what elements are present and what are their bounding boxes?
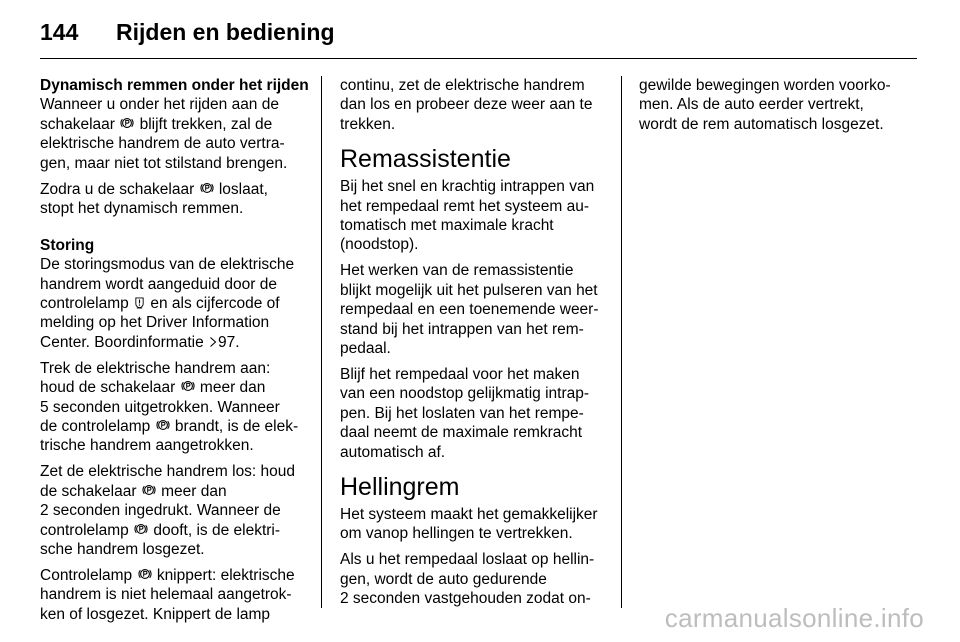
text-line: sche handrem losgezet. — [40, 540, 205, 558]
text-line: 2 seconden ingedrukt. Wanneer de — [40, 502, 281, 520]
paragraph — [340, 550, 608, 608]
watermark: carmanualsonline.info — [664, 603, 924, 633]
parking-brake-icon — [120, 116, 134, 130]
page-number: 144 — [40, 19, 79, 45]
text-line: Zodra u de schakelaar loslaat, — [40, 180, 268, 198]
page-ref-arrow-icon[interactable] — [209, 336, 217, 348]
text-line: automatisch af. — [340, 443, 446, 461]
column-divider — [621, 76, 622, 608]
text-line: gen, maar niet tot stilstand brengen. — [40, 154, 288, 172]
column-3 — [639, 76, 907, 141]
text-line: Wanneer u onder het rijden aan de — [40, 96, 279, 114]
text-line: 5 seconden uitgetrokken. Wanneer — [40, 398, 280, 416]
text-line: Center. Boordinformatie 97. — [40, 333, 240, 351]
text-line: gen, wordt de auto gedurende — [340, 570, 547, 588]
parking-brake-icon — [142, 483, 156, 497]
text-line: Bij het snel en krachtig intrappen van — [340, 178, 595, 196]
text-line: houd de schakelaar meer dan — [40, 379, 266, 397]
text-line: rempedaal en een toenemende weer- — [340, 301, 599, 319]
text-line: controlelamp dooft, is de elektri- — [40, 521, 281, 539]
parking-brake-icon — [138, 567, 152, 581]
text-line: elektrische handrem de auto vertra- — [40, 135, 285, 153]
text-line: handrem wordt aangeduid door de — [40, 275, 277, 293]
text-line: melding op het Driver Information — [40, 314, 270, 332]
page-header — [40, 14, 335, 50]
text-line: Het systeem maakt het gemakkelijker — [340, 505, 598, 523]
subheading-dynamic-braking: Dynamisch remmen onder het rijden — [40, 77, 309, 94]
parking-brake-icon — [181, 379, 195, 393]
text-line: dan los en probeer deze weer aan te — [340, 96, 593, 114]
text-line: Controlelamp knippert: elektrische — [40, 566, 295, 584]
column-2 — [340, 76, 608, 615]
text-line: pedaal. — [340, 339, 391, 357]
paragraph — [340, 76, 608, 134]
text-line: blijkt mogelijk uit het pulseren van het — [340, 281, 598, 299]
text-line: van een noodstop gelijkmatig intrap- — [340, 385, 590, 403]
text-line: stopt het dynamisch remmen. — [40, 199, 244, 217]
text-line: (noodstop). — [340, 236, 419, 254]
text-line: tomatisch met maximale kracht — [340, 217, 554, 235]
text-line: De storingsmodus van de elektrische — [40, 256, 295, 274]
section-title: Rijden en bediening — [116, 19, 335, 45]
paragraph — [340, 505, 608, 544]
text-line: men. Als de auto eerder vertrekt, — [639, 96, 864, 114]
parking-brake-icon — [200, 181, 214, 195]
paragraph — [40, 180, 308, 219]
text-line: trische handrem aangetrokken. — [40, 437, 254, 455]
header-rule — [40, 58, 917, 59]
text-line: trekken. — [340, 115, 396, 133]
column-divider — [321, 76, 322, 608]
text-line: controlelamp en als cijfercode of — [40, 295, 280, 313]
paragraph — [40, 255, 308, 352]
paragraph — [639, 76, 907, 134]
text-line: de schakelaar meer dan — [40, 482, 227, 500]
column-1 — [40, 76, 308, 631]
heading-hellingrem: Hellingrem — [340, 472, 460, 501]
text-line: wordt de rem automatisch losgezet. — [639, 115, 884, 133]
text-line: handrem is niet helemaal aangetrok- — [40, 586, 292, 604]
text-line: ken of losgezet. Knippert de lamp — [40, 605, 271, 623]
paragraph — [340, 365, 608, 462]
text-line: Zet de elektrische handrem los: houd — [40, 463, 296, 481]
subheading-storing: Storing — [40, 236, 95, 254]
text-line: het rempedaal remt het systeem au- — [340, 197, 589, 215]
paragraph — [40, 462, 308, 559]
paragraph — [340, 261, 608, 358]
text-line: Trek de elektrische handrem aan: — [40, 359, 271, 377]
parking-brake-icon — [134, 522, 148, 536]
warning-lamp-icon — [134, 296, 145, 309]
text-line: schakelaar blijft trekken, zal de — [40, 115, 273, 133]
text-line: gewilde bewegingen worden voorko- — [639, 77, 891, 94]
text-line: stand bij het intrappen van het rem- — [340, 320, 584, 338]
text-line: de controlelamp brandt, is de elek- — [40, 418, 299, 435]
text-line: continu, zet de elektrische handrem — [340, 77, 585, 94]
paragraph — [40, 359, 308, 456]
text-line: om vanop hellingen te vertrekken. — [340, 525, 573, 543]
heading-remassistentie: Remassistentie — [340, 145, 511, 174]
text-line: Als u het rempedaal loslaat op hellin- — [340, 551, 595, 569]
paragraph — [340, 177, 608, 255]
paragraph — [40, 566, 308, 624]
text-line: 2 seconden vastgehouden zodat on- — [340, 590, 591, 608]
text-line: daal neemt de maximale remkracht — [340, 424, 583, 442]
parking-brake-icon — [156, 418, 170, 432]
text-line: Het werken van de remassistentie — [340, 262, 574, 280]
page-ref-link[interactable]: 97. — [218, 333, 240, 351]
text-line: Blijf het rempedaal voor het maken — [340, 365, 580, 383]
text-line: pen. Bij het loslaten van het rempe- — [340, 404, 584, 422]
paragraph — [40, 95, 308, 173]
